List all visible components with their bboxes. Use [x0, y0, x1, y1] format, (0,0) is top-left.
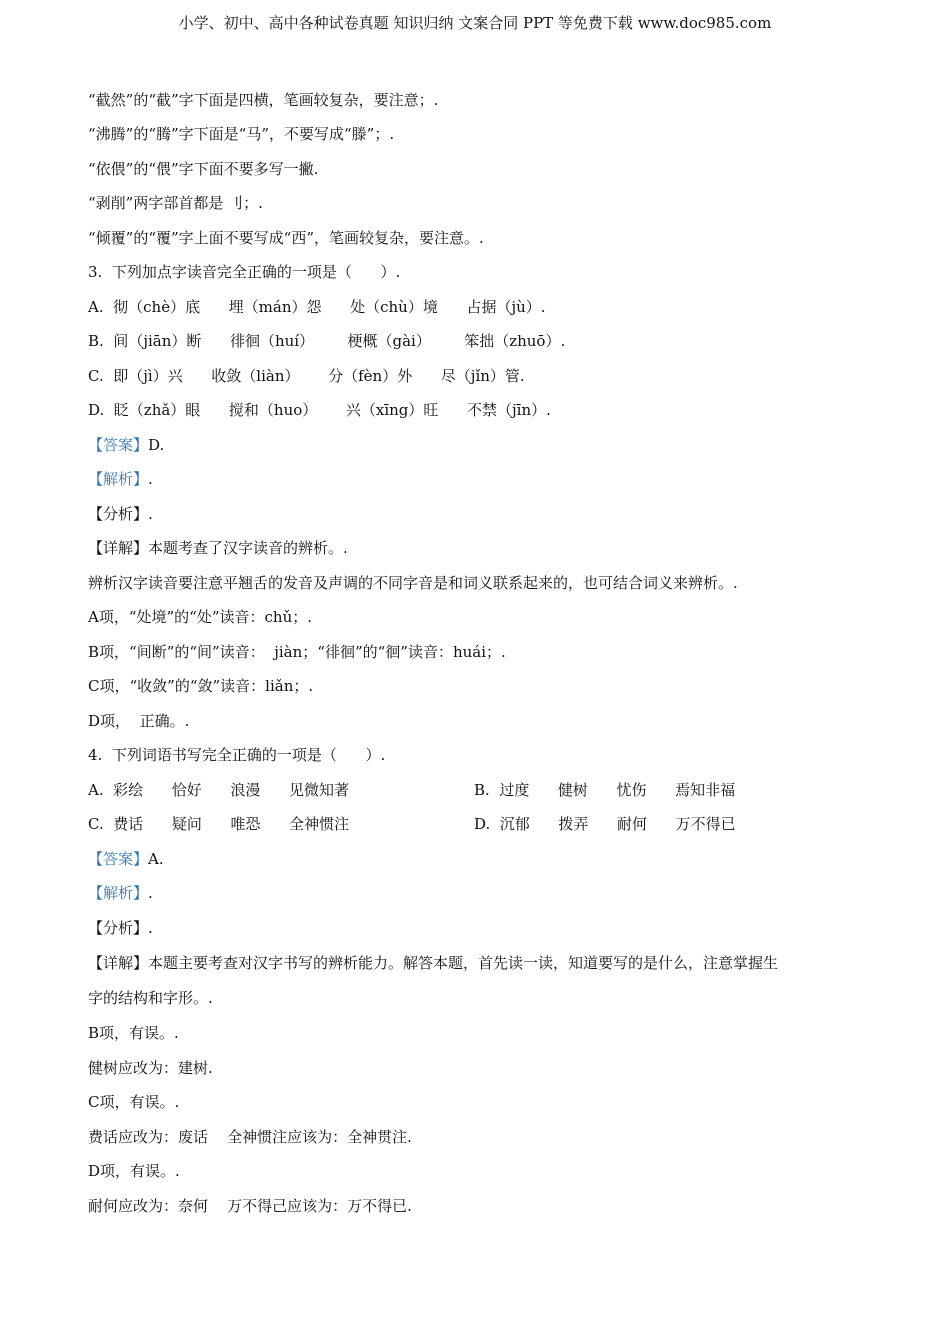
- text-line: “沸腾”的“腾”字下面是“马”，不要写成“滕”；.: [88, 125, 395, 143]
- option-d: D. 沉郁 拨弄 耐何 万不得已: [474, 815, 736, 833]
- analysis-line: 【解析】.: [88, 884, 153, 902]
- text-line: D项， 正确。.: [88, 712, 190, 730]
- text-line: 辨析汉字读音要注意平翘舌的发音及声调的不同字音是和词义联系起来的，也可结合词义来辨析。.: [88, 574, 738, 592]
- text-line: A项，“处境”的“处”读音：chǔ；.: [88, 608, 312, 626]
- analysis-tag: 【解析】: [88, 884, 149, 902]
- option-b: B. 过度 健树 忧伤 焉知非福: [474, 781, 736, 799]
- text-line: 耐何应改为：奈何 万不得己应该为：万不得已.: [88, 1197, 412, 1215]
- text-line: 字的结构和字形。.: [88, 989, 213, 1007]
- option-d: D. 眨（zhǎ）眼 搅和（huo） 兴（xīng）旺 不禁（jīn）.: [88, 401, 551, 419]
- answer-tag: 【答案】: [88, 850, 149, 868]
- analysis-tag: 【解析】: [88, 470, 149, 488]
- detail-line: 【详解】本题主要考查对汉字书写的辨析能力。解答本题，首先读一读，知道要写的是什么，注意掌握生: [88, 954, 779, 972]
- text-line: “依偎”的“偎”字下面不要多写一撇.: [88, 160, 319, 178]
- text-line: D项，有误。.: [88, 1162, 180, 1180]
- option-c: C. 费话 疑问 唯恐 全神惯注: [88, 815, 350, 833]
- text-line: C项，“收敛”的“敛”读音：liǎn；.: [88, 677, 314, 695]
- option-a: A. 彩绘 恰好 浪漫 见微知著: [88, 781, 349, 799]
- text-line: B项，“间断”的“间”读音： jiàn；“徘徊”的“徊”读音：huái；.: [88, 643, 506, 661]
- page-header: 小学、初中、高中各种试卷真题 知识归纳 文案合同 PPT 等免费下载 www.doc985.com: [178, 14, 772, 32]
- analysis-line: 【解析】.: [88, 470, 153, 488]
- detail-line: 【详解】本题考查了汉字读音的辨析。.: [88, 539, 348, 557]
- text-line: “剥削”两字部首都是 刂；.: [88, 194, 263, 212]
- option-c: C. 即（jì）兴 收敛（liàn） 分（fèn）外 尽（jǐn）管.: [88, 367, 525, 385]
- option-b: B. 间（jiān）断 徘徊（huí） 梗概（gài） 笨拙（zhuō）.: [88, 332, 566, 350]
- text-line: C项，有误。.: [88, 1093, 180, 1111]
- text-line: 费话应改为：废话 全神惯注应该为：全神贯注.: [88, 1128, 412, 1146]
- question-4: 4. 下列词语书写完全正确的一项是（ ）.: [88, 746, 386, 764]
- answer-value: A.: [148, 850, 164, 868]
- answer-value: D.: [148, 436, 165, 454]
- text-line: “倾覆”的“覆”字上面不要写成“西”，笔画较复杂，要注意。.: [88, 229, 484, 247]
- fenxi-line: 【分析】.: [88, 505, 153, 523]
- option-a: A. 彻（chè）底 埋（mán）怨 处（chù）境 占据（jù）.: [88, 298, 546, 316]
- text-line: “截然”的“截”字下面是四横，笔画较复杂，要注意；.: [88, 91, 439, 109]
- question-3: 3. 下列加点字读音完全正确的一项是（ ）.: [88, 263, 401, 281]
- answer-line: [88, 849, 164, 869]
- text-line: 健树应改为：建树.: [88, 1059, 213, 1077]
- fenxi-line: 【分析】.: [88, 919, 153, 937]
- text-line: B项，有误。.: [88, 1024, 179, 1042]
- answer-line: [88, 435, 164, 455]
- answer-tag: 【答案】: [88, 436, 149, 454]
